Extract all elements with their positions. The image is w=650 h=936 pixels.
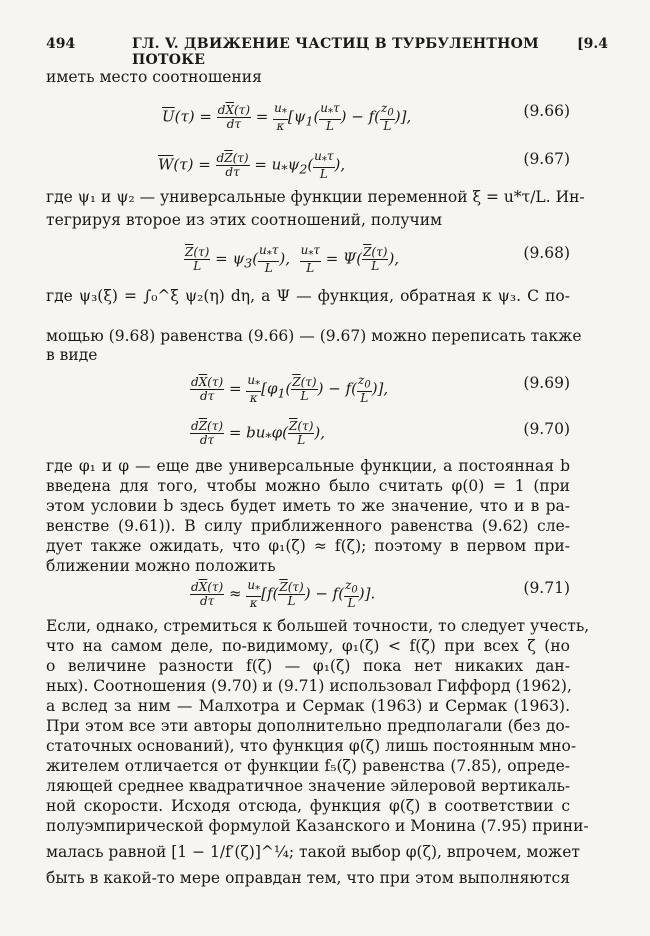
equation-number: (9.67) (523, 150, 570, 168)
equation-number: (9.69) (523, 374, 570, 392)
equation-number: (9.71) (523, 579, 570, 597)
equation-9-70 (0, 408, 650, 452)
section-number: [9.4 (577, 36, 608, 52)
equation-9-71 (0, 567, 650, 611)
text-line: о величине разности f(ζ) — φ₁(ζ) пока нет никаких дан- (46, 657, 570, 675)
text-line: этом условии b здесь будет иметь то же значение, что и в ра- (46, 497, 570, 515)
equation-body: $\overline{U}(\tau)$ = $\frac{d\overline{X}(\tau)}{d\tau}$ = $\frac{u_*}{\kappa}$ [$\psi_1$( $\frac{u_*\tau}{L}$ ) − f( $\frac{z_0}{L}$ )], (162, 101, 412, 134)
text-line: ляющей среднее квадратичное значение эйлеровой вертикаль- (46, 777, 571, 795)
text-line: что на самом деле, по-видимому, φ₁(ζ) < f(ζ) при всех ζ (но (46, 637, 570, 655)
equation-number: (9.70) (523, 420, 570, 438)
running-header (46, 36, 608, 68)
page-number: 494 (46, 36, 76, 52)
equation-number: (9.66) (523, 102, 570, 120)
text-line: тегрируя второе из этих соотношений, получим (46, 211, 443, 229)
equation-9-66 (0, 90, 650, 134)
text-line: статочных оснований), что функция φ(ζ) лишь постоянным мно- (46, 737, 577, 755)
text-line: полуэмпирической формулой Казанского и Монина (7.95) прини- (46, 817, 589, 835)
text-line: где ψ₁ и ψ₂ — универсальные функции переменной ξ = u*τ/L. Ин- (46, 188, 585, 206)
text-line: быть в какой-то мере оправдан тем, что при этом выполняются (46, 869, 570, 887)
text-line: дует также ожидать, что φ₁(ζ) ≈ f(ζ); поэтому в первом при- (46, 537, 570, 555)
equation-body: $\frac{d\overline{X}(\tau)}{d\tau}$ = $\frac{u_*}{\kappa}$ [$\varphi_1$( $\frac{\overline{Z}(\tau)}{L}$ ) − f( $\frac{z_0}{L}$ )], (191, 373, 389, 406)
equation-body: $\overline{W}(\tau)$ = $\frac{d\overline{Z}(\tau)}{d\tau}$ = $u_*\psi_2$( $\frac{u_*\tau}{L}$ ), (158, 149, 346, 182)
text-line: малась равной [1 − 1/f′(ζ)]^¼; такой выбор φ(ζ), впрочем, может (46, 843, 580, 861)
chapter-title: ГЛ. V. ДВИЖЕНИЕ ЧАСТИЦ В ТУРБУЛЕНТНОМ ПОТОКЕ (132, 36, 539, 68)
equation-body: $\frac{d\overline{Z}(\tau)}{d\tau}$ = $bu_*\varphi$( $\frac{\overline{Z}(\tau)}{L}$ ), (191, 419, 326, 447)
text-line: венстве (9.61)). В силу приближенного равенства (9.62) сле- (46, 517, 570, 535)
equation-9-69 (0, 362, 650, 406)
text-line: ной скорости. Исходя отсюда, функция φ(ζ) в соответствии с (46, 797, 570, 815)
equation-9-68 (0, 232, 650, 276)
text-line: При этом все эти авторы дополнительно предполагали (без до- (46, 717, 570, 735)
text-line: в виде (46, 346, 98, 364)
text-line: где φ₁ и φ — еще две универсальные функции, а постоянная b (46, 457, 570, 475)
text-line: ных). Соотношения (9.70) и (9.71) использовал Гиффорд (1962), (46, 677, 572, 695)
text-line: введена для того, чтобы можно было считать φ(0) = 1 (при (46, 477, 570, 495)
text-line: а вслед за ним — Малхотра и Сермак (1963) и Сермак (1963). (46, 697, 570, 715)
equation-9-67 (0, 138, 650, 182)
text-line: ближении можно положить (46, 557, 276, 575)
equation-number: (9.68) (523, 244, 570, 262)
text-line: Если, однако, стремиться к большей точности, то следует учесть, (46, 617, 590, 635)
text-line: жителем отличается от функции f₅(ζ) равенства (7.85), опреде- (46, 757, 570, 775)
text-line: где ψ₃(ξ) = ∫₀^ξ ψ₂(η) dη, а Ψ — функция, обратная к ψ₃. С по- (46, 287, 570, 305)
text-line: иметь место соотношения (46, 68, 262, 86)
equation-body: $\frac{\overline{Z}(\tau)}{L}$ = $\psi_3$( $\frac{u_*\tau}{L}$ ), $\frac{u_*\tau}{L}$ = Ψ( $\frac{\overline{Z}(\tau)}{L}$ ), (185, 243, 400, 276)
equation-body: $\frac{d\overline{X}(\tau)}{d\tau}$ ≈ $\frac{u_*}{\kappa}$ [f( $\frac{\overline{Z}(\tau)}{L}$ ) − f( $\frac{z_0}{L}$ )]. (191, 578, 376, 611)
text-line: мощью (9.68) равенства (9.66) — (9.67) можно переписать также (46, 327, 582, 345)
